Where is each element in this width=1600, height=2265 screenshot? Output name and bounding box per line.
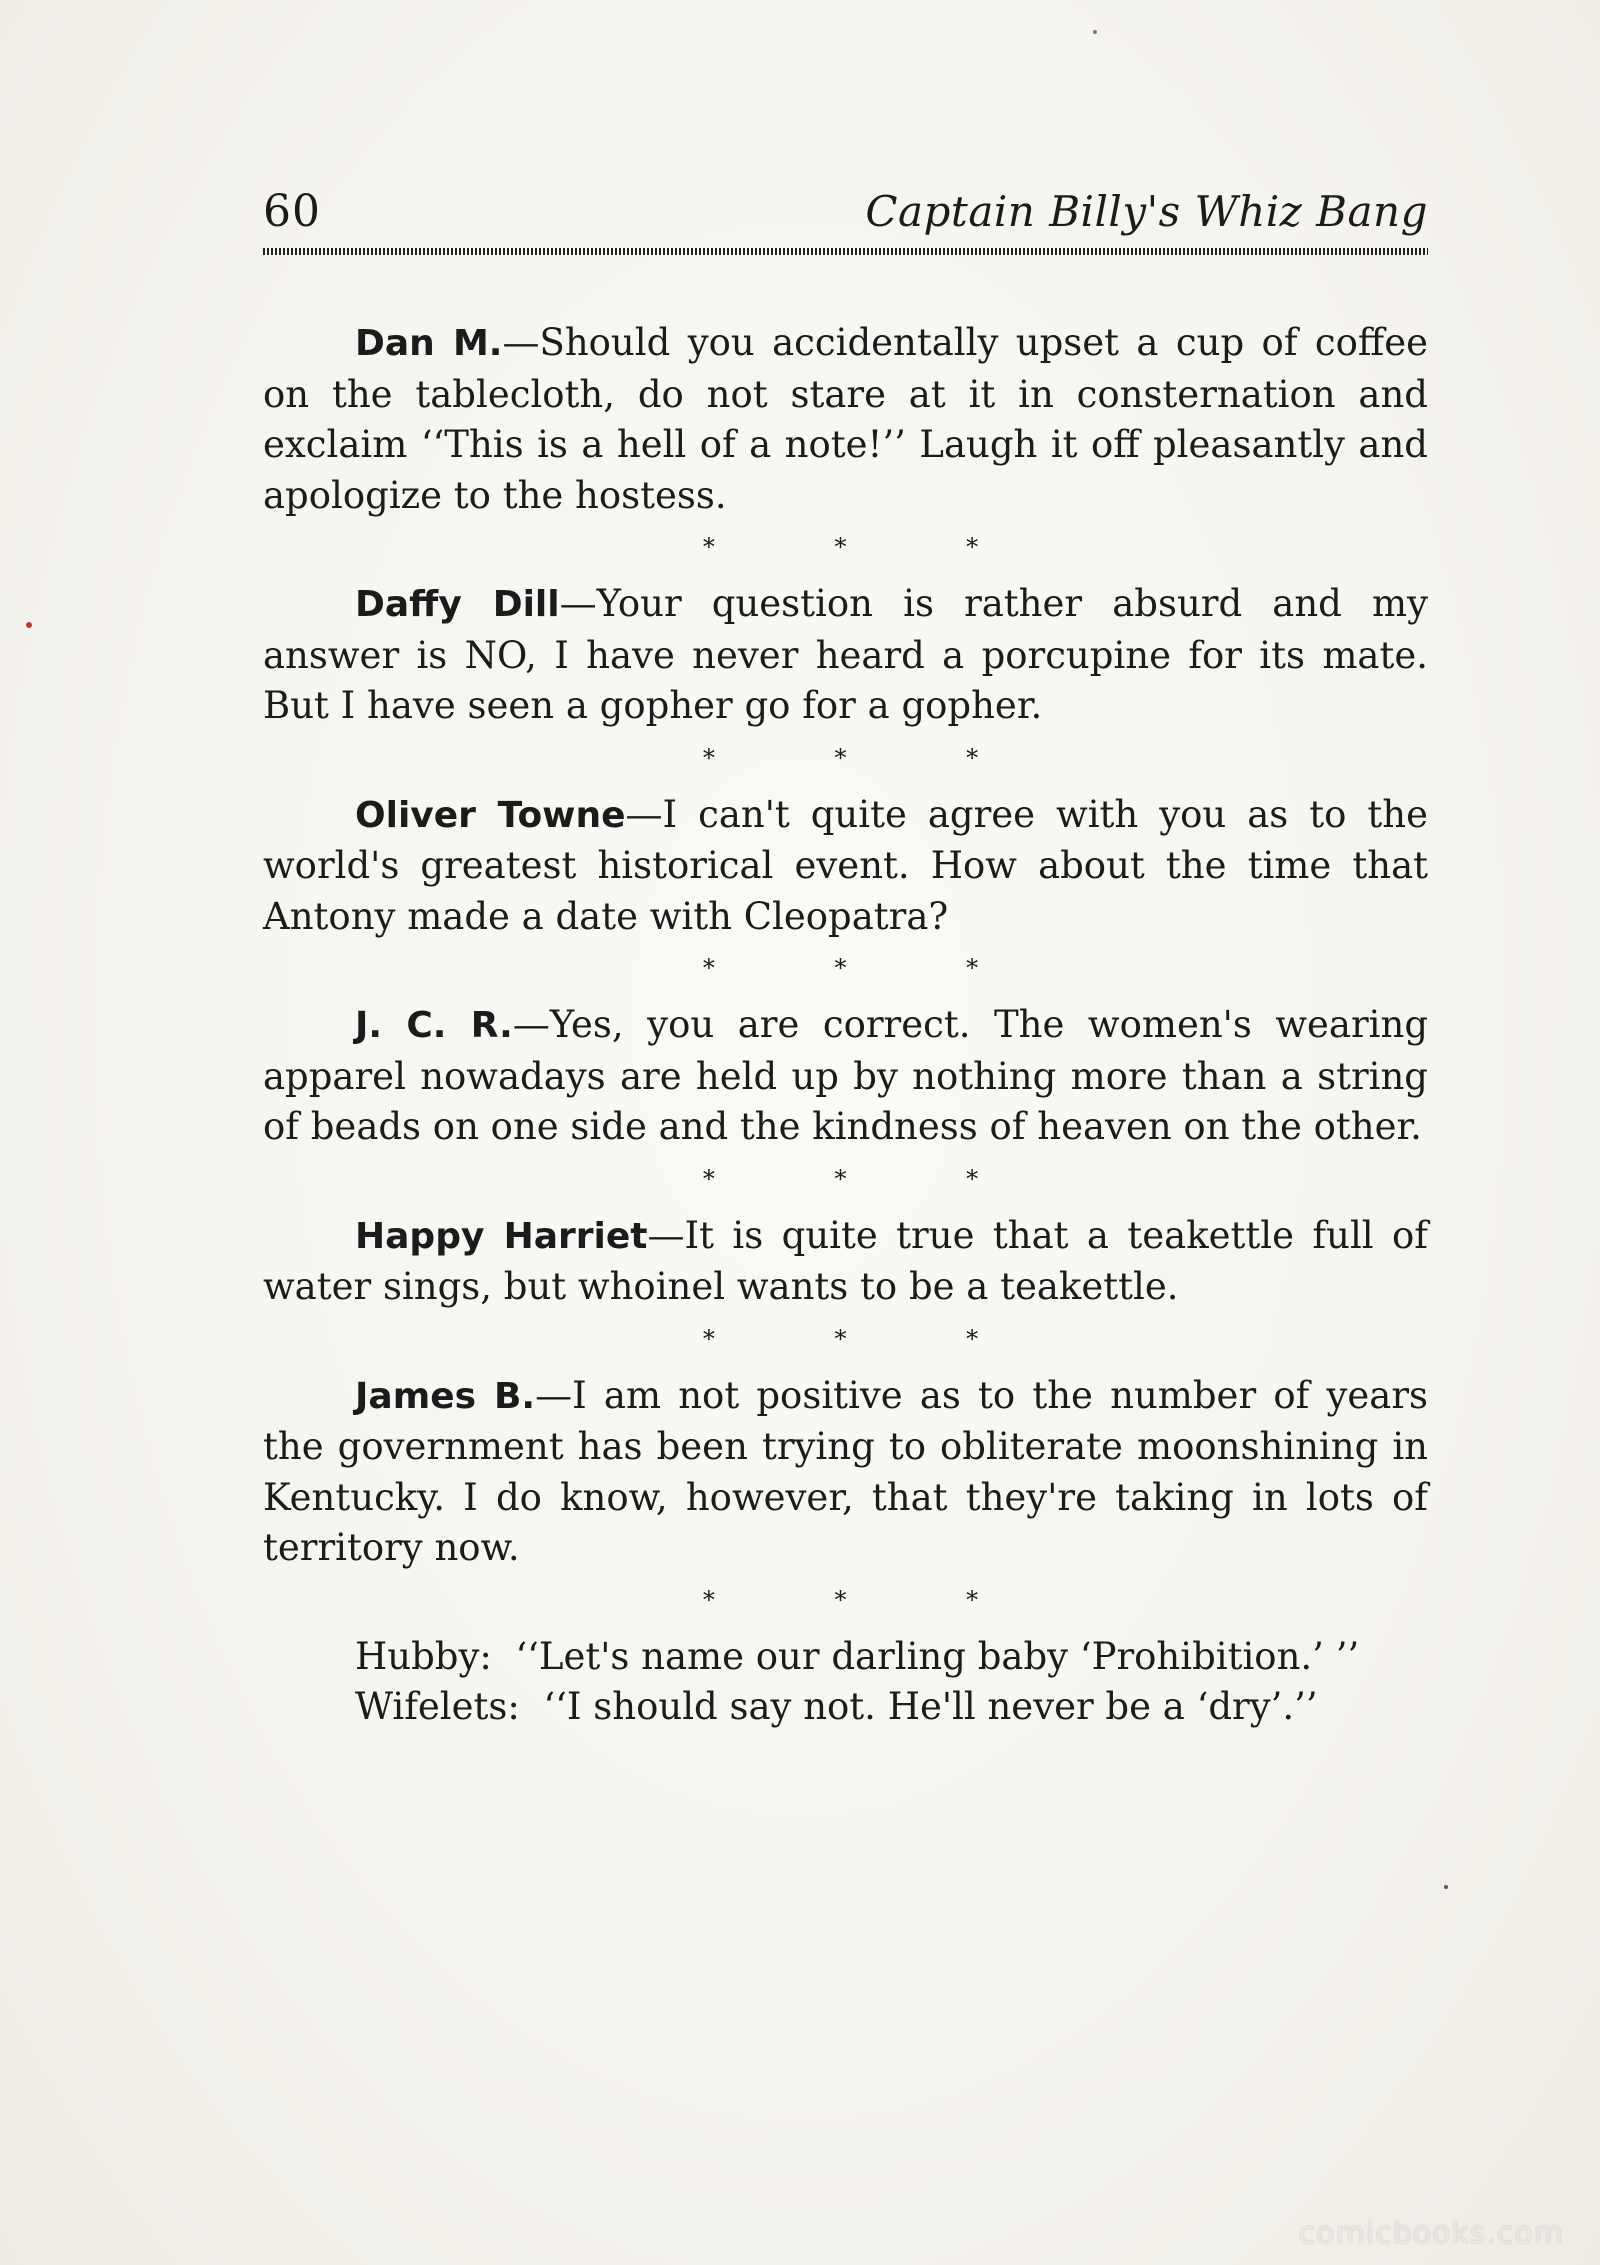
- entry-text: —I am not positive as to the number of years the government has been trying to obliterate moonshining in Kentucky. I do know, however, that they're taking in lots of territory now.: [263, 1373, 1428, 1569]
- paper-speck: [26, 622, 32, 628]
- entry-happy-harriet: [263, 1211, 1428, 1313]
- entry-daffy-dill: [263, 579, 1428, 732]
- entry-name: Daffy Dill: [355, 584, 560, 625]
- separator-stars: * * *: [702, 1324, 1035, 1353]
- entry-jcr: [263, 1000, 1428, 1153]
- entry-dan-m: [263, 318, 1428, 521]
- entry-name: Oliver Towne: [355, 794, 626, 836]
- entry-text: —It is quite true that a teakettle full of water sings, but whoinel wants to be a teakettle.: [263, 1213, 1428, 1308]
- watermark-text: comicbooks.com: [1298, 2216, 1564, 2251]
- entry-name: Dan M.: [355, 323, 503, 364]
- separator-stars: * * *: [702, 954, 1035, 982]
- dialogue-text: ‘‘Let's name our darling baby ‘Prohibition.’ ’’: [515, 1634, 1360, 1678]
- entry-james-b: [263, 1371, 1428, 1574]
- separator-stars: * * *: [702, 1164, 1035, 1193]
- dialogue-line-wifelets: [263, 1682, 1428, 1733]
- entry-text: —Your question is rather absurd and my answer is NO, I have never heard a porcupine for its mate. But I have seen a gopher go for a gopher.: [263, 582, 1428, 727]
- separator-stars: * * *: [702, 533, 1035, 561]
- dialogue-line-hubby: [263, 1632, 1428, 1683]
- entry-name: J. C. R.: [355, 1005, 513, 1046]
- entry-name: Happy Harriet: [355, 1215, 648, 1257]
- separator-stars: * * *: [702, 743, 1035, 772]
- entry-text: —Yes, you are correct. The women's wearing apparel nowadays are held up by nothing more than a string of beads on one side and the kindness of heaven on the other.: [263, 1003, 1429, 1148]
- entry-oliver-towne: [263, 790, 1428, 943]
- dialogue-speaker: Hubby:: [355, 1634, 492, 1678]
- entry-text: —Should you accidentally upset a cup of coffee on the tablecloth, do not stare at it in consternation and exclaim ‘‘This is a hell of a note!’’ Laugh it off pleasantly and apologize to the hostess.: [263, 321, 1428, 517]
- article-body: [263, 318, 1428, 1733]
- separator-stars: * * *: [702, 1585, 1035, 1614]
- dialogue-speaker: Wifelets:: [355, 1685, 520, 1728]
- entry-text: —I can't quite agree with you as to the world's greatest historical event. How about the time that Antony made a date with Cleopatra?: [263, 792, 1428, 938]
- paper-speck: [1093, 30, 1097, 34]
- page-number: 60: [263, 186, 321, 237]
- entry-name: James B.: [355, 1375, 536, 1417]
- paper-speck: [1444, 1885, 1448, 1889]
- page-header: [263, 186, 1428, 246]
- header-rule: [263, 248, 1428, 255]
- dialogue-text: ‘‘I should say not. He'll never be a ‘dry’.’’: [543, 1685, 1318, 1728]
- running-title: Captain Billy's Whiz Bang: [865, 187, 1428, 236]
